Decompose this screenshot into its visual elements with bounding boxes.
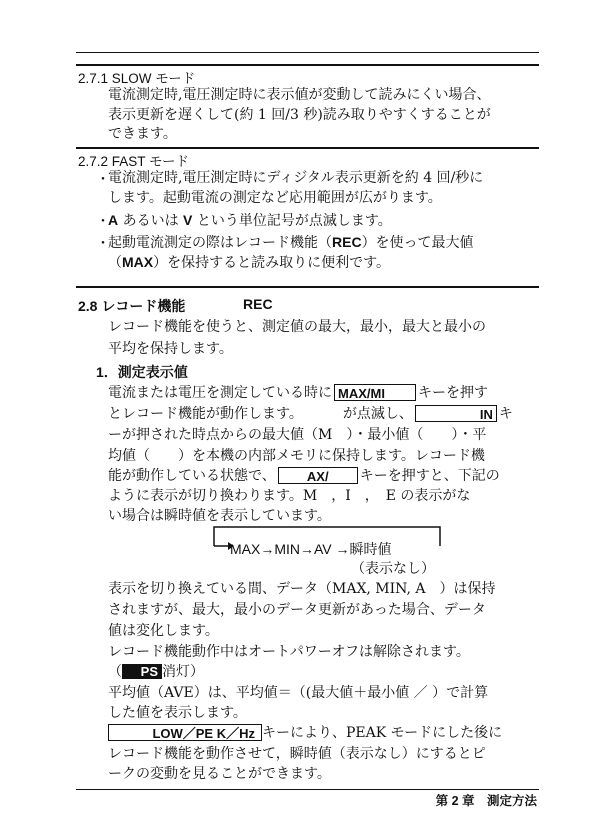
p2-line-2: されますが、最大，最小のデータ更新があった場合、データ: [108, 602, 486, 618]
p1-line-3: ーが押された時点からの最大値（M ）・最小値（ ）・平: [108, 427, 487, 443]
footer-rule: [76, 789, 539, 790]
p4-line-1: [0, 724, 595, 742]
s272-b3-text: ）を保持すると読み取りに便利です。: [153, 255, 391, 271]
s272-b2-rest: という単位記号が点滅します。: [192, 213, 392, 229]
section-rule-272: [76, 147, 539, 149]
bullet-dot: ・: [96, 236, 110, 252]
subheading-1: 1．測定表示値: [96, 364, 188, 380]
flow-sequence: MAX→MIN→AV →瞬時値: [230, 541, 392, 557]
p1-text: とレコード機能が動作します。: [108, 406, 303, 422]
p2-line-3: 値は変化します。: [108, 623, 219, 639]
ps-line: [0, 663, 595, 681]
s271-line-3: できます。: [108, 126, 177, 142]
s272-b3-text: 起動電流測定の際はレコード機能（: [108, 235, 332, 251]
ps-open: （: [108, 664, 122, 680]
p1-text: キ: [498, 406, 513, 422]
p3-line-1: 平均値（AVE）は、平均値＝（(最大値＋最小値 ／ ）で計算: [108, 685, 489, 701]
p1-line-5: [0, 467, 595, 485]
unit-a: A: [108, 212, 119, 228]
s272-b1-line-2: します。起動電流の測定など応用範囲が広がります。: [108, 190, 442, 206]
s271-line-2: 表示更新を遅くして(約 1 回/3 秒)読み取りやすくすることが: [108, 107, 491, 123]
p1-line-7: い場合は瞬時値を表示しています。: [108, 508, 331, 524]
p2-line-1: 表示を切り換えている間、データ（MAX, MIN, A ）は保持: [108, 581, 496, 597]
p1-line-4: 均値（ ）を本機の内部メモリに保持します。レコード機: [108, 448, 485, 464]
max-label: MAX: [122, 254, 154, 270]
p4-text: キーにより、PEAK モードにした後に: [262, 725, 503, 741]
section-rule-271: [76, 64, 539, 66]
s28-intro-2: 平均を保持します。: [108, 341, 233, 357]
p1-text: キーを押すと、下記の: [359, 468, 500, 484]
p4-line-2: レコード機能を動作させて，瞬時値（表示なし）にするとピ: [108, 746, 486, 762]
p1-line-1: [0, 384, 595, 402]
s272-b3-line-2: [0, 253, 595, 272]
p1-text: 能が動作している状態で、: [108, 468, 276, 484]
s272-b3-line-1: [0, 233, 595, 252]
min-key: IN: [415, 405, 497, 422]
p1-text: が点滅し、: [342, 406, 413, 422]
heading-28-tag: REC: [243, 296, 273, 312]
ps-indicator: PS: [122, 664, 162, 679]
s271-line-1: 電流測定時,電圧測定時に表示値が変動して読みにくい場合、: [108, 87, 491, 103]
p1-text: キーを押す: [418, 385, 488, 401]
heading-272: 2.7.2 FAST モード: [78, 154, 189, 169]
rec-label: REC: [332, 234, 362, 250]
s272-b2: [0, 211, 595, 230]
s272-b3-text: ）を使って最大値: [361, 235, 474, 251]
unit-v: V: [183, 212, 193, 228]
ps-rest: 消灯）: [162, 664, 204, 680]
heading-271: 2.7.1 SLOW モード: [78, 71, 196, 86]
p3-line-2: した値を表示します。: [108, 705, 247, 721]
max-min-key: MAX/MI: [334, 384, 416, 401]
low-peak-hz-key: LOW／PE K／Hz: [108, 724, 262, 741]
p2-line-4: レコード機能動作中はオートパワーオフは解除されます。: [108, 644, 470, 660]
footer-chapter: 第 2 章 測定方法: [435, 794, 537, 808]
s272-b2-mid: あるいは: [118, 213, 184, 229]
s272-b1-line-1: 電流測定時,電圧測定時にディジタル表示更新を約 4 回/秒に: [108, 170, 484, 186]
flow-note: （表示なし）: [351, 560, 435, 576]
section-rule-28: [76, 286, 539, 288]
p4-line-3: ークの変動を見ることができます。: [108, 766, 331, 782]
p1-text: 電流または電圧を測定している時に: [108, 385, 332, 401]
bullet-dot: ・: [96, 172, 110, 188]
s28-intro-1: レコード機能を使うと、測定値の最大，最小，最大と最小の: [108, 319, 486, 335]
p1-line-6: ように表示が切り換わります。M ，I ， E の表示がな: [108, 488, 471, 504]
max-avg-key: AX/: [278, 467, 358, 484]
p1-line-2: [0, 405, 595, 423]
top-rule: [76, 52, 539, 53]
heading-28: 2.8 レコード機能: [78, 298, 186, 314]
bullet-dot: ・: [96, 214, 110, 230]
s272-b3-text: （: [108, 255, 122, 271]
